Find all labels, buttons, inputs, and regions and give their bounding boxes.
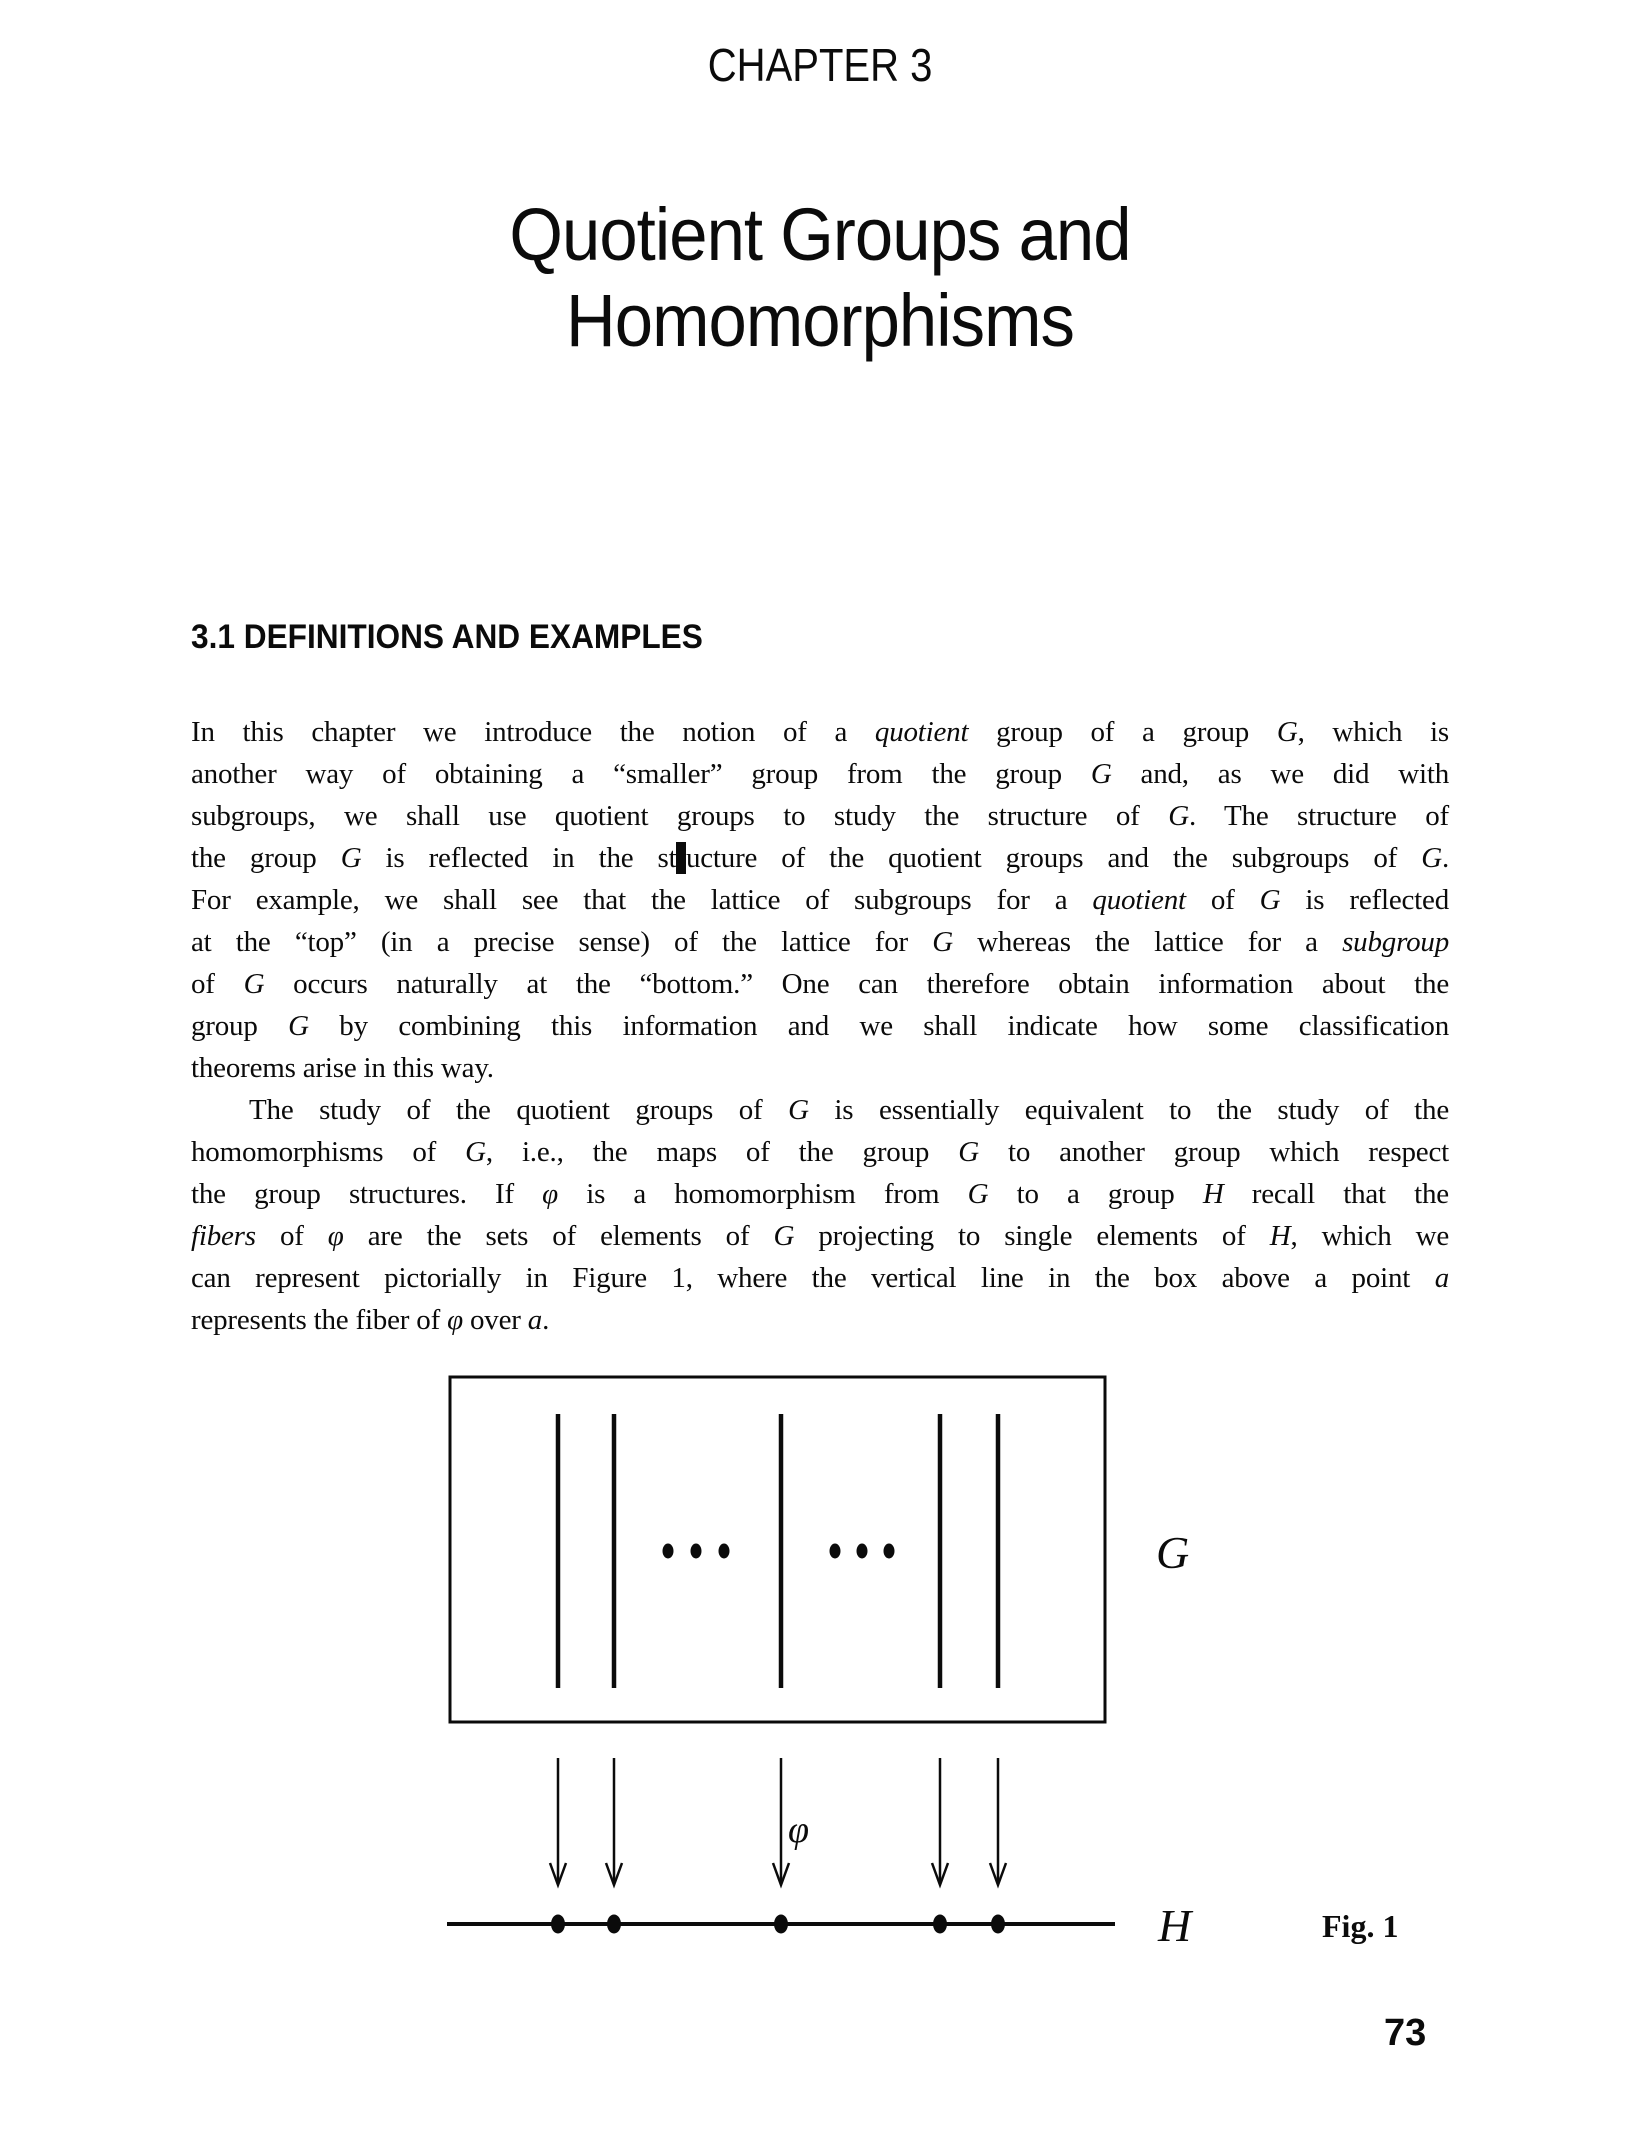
text-line: homomorphisms of G, i.e., the maps of the group G to another group which respect [191, 1136, 1449, 1168]
paragraph [191, 1089, 1449, 1341]
section-heading: 3.1 DEFINITIONS AND EXAMPLES [191, 618, 703, 656]
image-point-dot [933, 1915, 947, 1934]
title-line-1: Quotient Groups and [509, 193, 1131, 276]
image-point-dot [551, 1915, 565, 1934]
text-line: group G by combining this information and we shall indicate how some classification [191, 1010, 1449, 1042]
codomain-label: H [1158, 1900, 1192, 1951]
text-line: of G occurs naturally at the “bottom.” One can therefore obtain information about the [191, 968, 1449, 1000]
text-line: For example, we shall see that the lattice of subgroups for a quotient of G is reflected [191, 884, 1449, 916]
text-line: the group G is reflected in the st ucture of the quotient groups and the subgroups of G. [191, 842, 1449, 874]
ellipsis-dot [884, 1544, 895, 1559]
image-point-dot [607, 1915, 621, 1934]
chapter-label [191, 38, 1449, 92]
text-line: can represent pictorially in Figure 1, where the vertical line in the box above a point a [191, 1262, 1449, 1294]
fiber-box [450, 1377, 1105, 1722]
text-line: another way of obtaining a “smaller” group from the group G and, as we did with [191, 758, 1449, 790]
image-point-dot [991, 1915, 1005, 1934]
text-line: represents the fiber of φ over a. [191, 1304, 550, 1336]
ellipsis-dot [719, 1544, 730, 1559]
ellipsis-dot [857, 1544, 868, 1559]
text-line: the group structures. If φ is a homomorphism from G to a group H recall that the [191, 1178, 1449, 1210]
page-title [191, 192, 1449, 364]
title-line-2: Homomorphisms [565, 279, 1074, 362]
text-line: fibers of φ are the sets of elements of G projecting to single elements of H, which we [191, 1220, 1450, 1252]
ellipsis-dot [830, 1544, 841, 1559]
text-line: subgroups, we shall use quotient groups to study the structure of G. The structure of [191, 800, 1450, 832]
text-line: theorems arise in this way. [191, 1052, 494, 1084]
fibers-figure [440, 1370, 1440, 1970]
image-point-dot [774, 1915, 788, 1934]
body-text [191, 711, 1449, 1341]
domain-label: G [1156, 1527, 1190, 1578]
paragraph [191, 711, 1449, 1089]
ellipsis-dot [691, 1544, 702, 1559]
text-line: The study of the quotient groups of G is essentially equivalent to the study of the [249, 1094, 1449, 1126]
chapter-label-text: CHAPTER 3 [707, 39, 933, 91]
text-line: In this chapter we introduce the notion of a quotient group of a group G, which is [191, 716, 1449, 748]
figure-caption: Fig. 1 [1322, 1908, 1399, 1944]
ellipsis-dot [663, 1544, 674, 1559]
text-line: at the “top” (in a precise sense) of the lattice for G whereas the lattice for a subgroup [191, 926, 1449, 958]
page-number: 73 [1384, 2012, 1427, 2054]
phi-map-label: φ [788, 1809, 810, 1851]
